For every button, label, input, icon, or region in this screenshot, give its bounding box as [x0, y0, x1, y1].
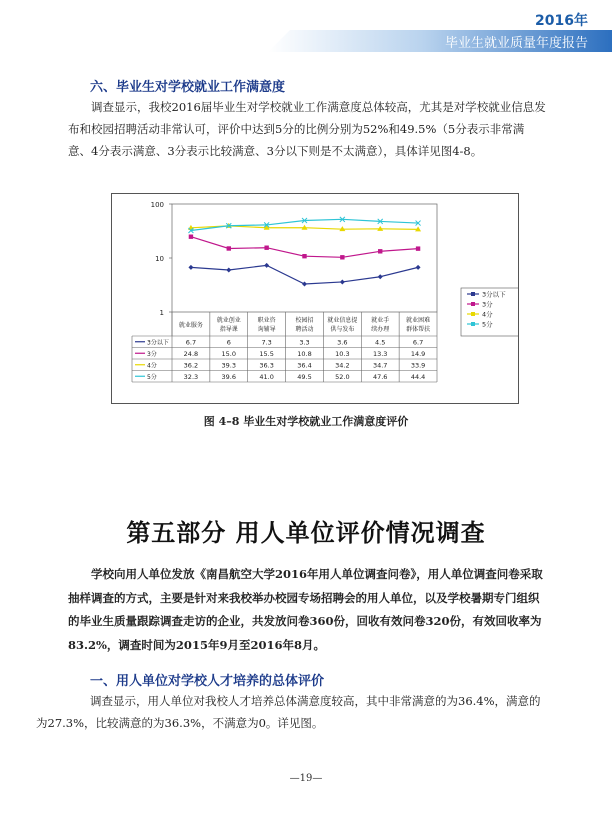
data-label: 10.3 — [335, 349, 350, 358]
legend-marker — [471, 302, 475, 306]
data-label: 10.8 — [297, 349, 312, 358]
data-label: 24.8 — [183, 349, 199, 358]
section-title-2: 一、用人单位对学校人才培养的总体评价 — [90, 674, 325, 689]
data-label: 15.5 — [259, 349, 274, 358]
table-series-name: 4分 — [147, 362, 157, 370]
data-label: 34.2 — [335, 361, 350, 370]
x-category-label: 职业咨 — [257, 317, 276, 324]
y-tick-label: 10 — [155, 255, 164, 263]
data-label: 6.7 — [185, 338, 197, 347]
data-label: 13.3 — [372, 349, 388, 358]
data-label: 36.3 — [259, 361, 274, 370]
header-year: 2016年 — [535, 13, 588, 29]
x-category-label: 就业信息提 — [327, 317, 358, 324]
data-point — [378, 249, 382, 253]
figure-caption: 图 4–8 毕业生对学校就业工作满意度评价 — [203, 415, 409, 428]
x-category-label: 续办理 — [371, 326, 390, 333]
data-label: 14.9 — [410, 349, 426, 358]
data-point — [264, 246, 268, 250]
data-point — [227, 246, 231, 250]
x-category-label: 聘活动 — [295, 326, 314, 333]
data-label: 15.0 — [221, 349, 237, 358]
data-label: 44.4 — [410, 372, 426, 381]
legend-marker — [471, 312, 475, 316]
data-label: 47.6 — [372, 372, 388, 381]
y-tick-label: 100 — [150, 201, 164, 209]
data-point — [340, 255, 344, 259]
y-tick-label: 1 — [159, 309, 164, 317]
x-category-label: 校园招 — [295, 317, 314, 324]
chart-canvas — [112, 194, 518, 403]
table-series-name: 3分以下 — [147, 339, 169, 347]
x-category-label: 就业手 — [371, 317, 390, 324]
x-category-label: 群体帮扶 — [406, 326, 431, 333]
section-paragraph-2: 调查显示，用人单位对我校人才培养总体满意度较高，其中非常满意的为36.4%，满意的为27.3%，比较满意的为36.3%，不满意为0。详见图。 — [36, 694, 541, 730]
data-label: 39.6 — [221, 372, 237, 381]
x-category-label: 就业创业 — [216, 317, 241, 324]
data-label: 6.7 — [412, 338, 424, 347]
section-paragraph: 调查显示，我校2016届毕业生对学校就业工作满意度总体较高，尤其是对学校就业信息发布和校园招聘活动非常认可，评价中达到5分的比例分别为52%和49.5%（5分表示非常满意、4分表示满意、3分表示比较满意、3分以下则是不太满意），具体详见图4-8。 — [68, 100, 546, 158]
data-point — [189, 234, 193, 238]
data-label: 36.2 — [183, 361, 199, 370]
data-point — [302, 254, 306, 258]
legend-label: 3分以下 — [482, 290, 506, 299]
data-label: 52.0 — [335, 372, 350, 381]
data-label: 49.5 — [297, 372, 312, 381]
data-label: 6 — [226, 338, 231, 347]
page-number: —19— — [289, 773, 323, 784]
data-label: 3.3 — [299, 338, 310, 347]
x-category-label: 供与发布 — [330, 326, 355, 333]
data-label: 36.4 — [297, 361, 312, 370]
data-point — [416, 246, 420, 250]
header-title: 毕业生就业质量年度报告 — [444, 36, 588, 51]
legend-marker — [471, 292, 475, 296]
data-label: 34.7 — [372, 361, 388, 370]
legend-label: 4分 — [482, 310, 493, 319]
x-category-label: 就业困难 — [406, 317, 431, 324]
part-title: 第五部分 用人单位评价情况调查 — [126, 519, 486, 547]
data-label: 41.0 — [259, 372, 274, 381]
satisfaction-chart — [111, 193, 519, 404]
data-label: 33.9 — [410, 361, 426, 370]
legend-marker — [471, 322, 475, 326]
data-label: 32.3 — [183, 372, 199, 381]
data-label: 3.6 — [337, 338, 348, 347]
table-series-name: 5分 — [147, 373, 157, 381]
data-label: 7.3 — [261, 338, 272, 347]
table-series-name: 3分 — [147, 350, 157, 358]
part-paragraph: 学校向用人单位发放《南昌航空大学2016年用人单位调查问卷》，用人单位调查问卷采取抽样调查的方式，主要是针对来我校举办校园专场招聘会的用人单位，以及学校暑期专门组织的毕业生质量跟踪调查走访的企业，共发放问卷360份，回收有效问卷320份，有效回收率为83.2%，调查时间为2015年9月至2016年8月。 — [68, 567, 543, 652]
page-header — [0, 0, 612, 52]
x-category-label: 询辅导 — [257, 326, 276, 333]
section-title: 六、毕业生对学校就业工作满意度 — [90, 80, 286, 95]
x-category-label: 就业服务 — [178, 322, 203, 329]
data-label: 39.3 — [221, 361, 237, 370]
legend-label: 3分 — [482, 300, 493, 309]
x-category-label: 指导课 — [219, 326, 238, 333]
data-label: 4.5 — [375, 338, 386, 347]
legend-label: 5分 — [482, 320, 493, 329]
